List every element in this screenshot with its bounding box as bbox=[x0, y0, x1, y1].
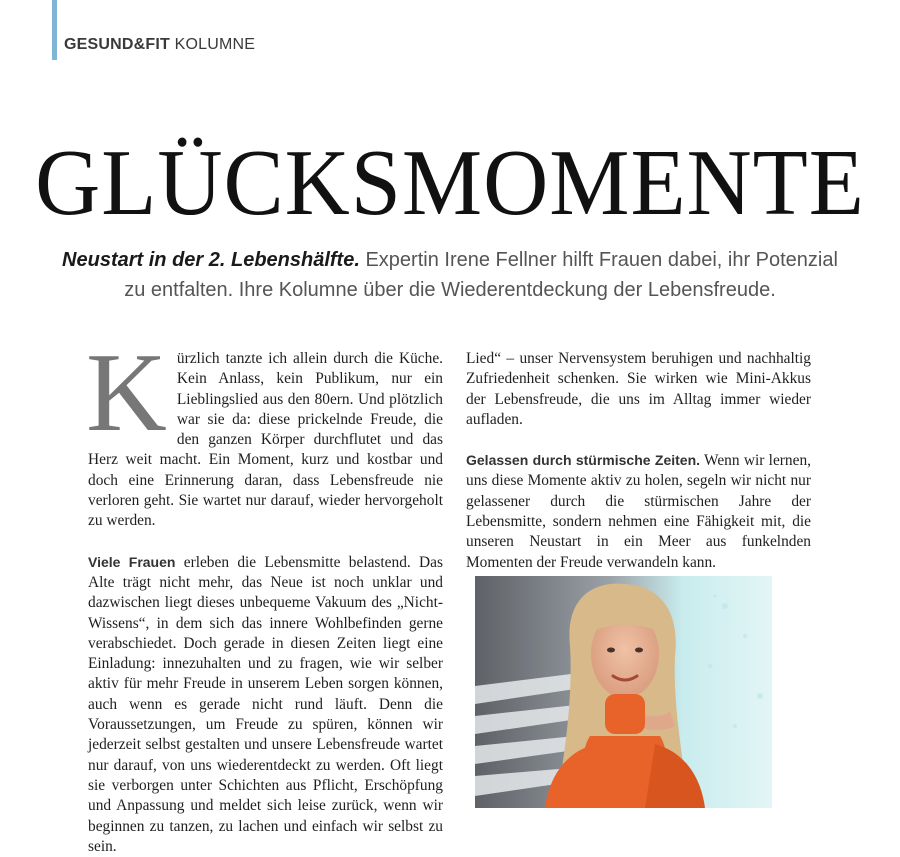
section-type: KOLUMNE bbox=[174, 36, 256, 53]
dek-text: Expertin Irene Fellner hilft Frauen dabei, ihr Potenzial zu entfalten. Ihre Kolumne über die Wiederentdeckung der Lebensfreude. bbox=[124, 249, 838, 301]
paragraph-4 bbox=[466, 450, 811, 573]
paragraph-4-text: Wenn wir lernen, uns diese Momente aktiv zu holen, segeln wir nicht nur gelassener durch die stürmischen Jahre der Lebensmitte, sondern nehmen eine Fähigkeit mit, die unseren Neustart in ein Meer aus funkelnden Momenten der Freude verwandeln kann. bbox=[466, 452, 811, 571]
article-dek bbox=[60, 245, 840, 305]
paragraph-4-runin: Gelassen durch stürmische Zeiten. bbox=[466, 452, 701, 469]
paragraph-2-text: erleben die Lebensmitte belastend. Das Alte trägt nicht mehr, das Neue ist noch unklar und dazwischen liegt dieses unbequeme Vakuum des „Nicht-Wissens“, in dem sich das innere Wohlbefinden gerne verabschiedet. Doch gerade in diesen Zeiten liegt eine Einladung: innezuhalten und zu fragen, wie wir selber aktiv für mehr Freude in unserem Leben sorgen können, auch wenn es gerade nicht rund läuft. Denn die Voraussetzungen, um Freude zu spüren, können wir jederzeit selbst gestalten und unsere Lebensfreude wartet nur darauf, von uns wiederentdeckt zu werden. Oft liegt sie verborgen unter Schichten aus Pflicht, Erschöpfung und Anpassung und meldet sich leise zurück, wenn wir beginnen zu tanzen, zu lachen und einfach wir selbst zu sein. bbox=[88, 553, 443, 855]
paragraph-2 bbox=[88, 552, 443, 857]
paragraph-2-runin: Viele Frauen bbox=[88, 553, 176, 570]
paragraph-1 bbox=[86, 331, 443, 532]
paragraph-3: Lied“ – unser Nervensystem beruhigen und nachhaltig Zufriedenheit schenken. Sie wirken wie Mini-Akkus der Lebensfreude, die uns im Alltag immer wieder aufladen. bbox=[466, 350, 811, 428]
portrait-illustration bbox=[475, 576, 772, 808]
section-kicker bbox=[64, 36, 255, 54]
drop-cap: K bbox=[86, 331, 167, 455]
section-accent-bar bbox=[52, 0, 57, 60]
section-name: GESUND&FIT bbox=[64, 36, 170, 53]
dek-lead: Neustart in der 2. Lebenshälfte. bbox=[62, 249, 360, 271]
author-portrait-photo bbox=[475, 576, 772, 808]
article-column-right bbox=[466, 349, 811, 573]
page-title: GLÜCKSMOMENTE bbox=[35, 131, 865, 235]
article-column-left bbox=[86, 331, 443, 857]
paragraph-1-text: ürzlich tanzte ich allein durch die Küche. Kein Anlass, kein Publikum, nur ein Lieblingslied aus den 80ern. Und plötzlich war sie da: diese prickelnde Freude, die den ganzen Körper durchflutet und das Herz weit macht. Ein Moment, kurz und kostbar und doch eine Erinnerung daran, dass Lebensfreude nie verloren geht. Sie wartet nur darauf, wieder hervorgeholt zu werden. bbox=[88, 350, 443, 530]
